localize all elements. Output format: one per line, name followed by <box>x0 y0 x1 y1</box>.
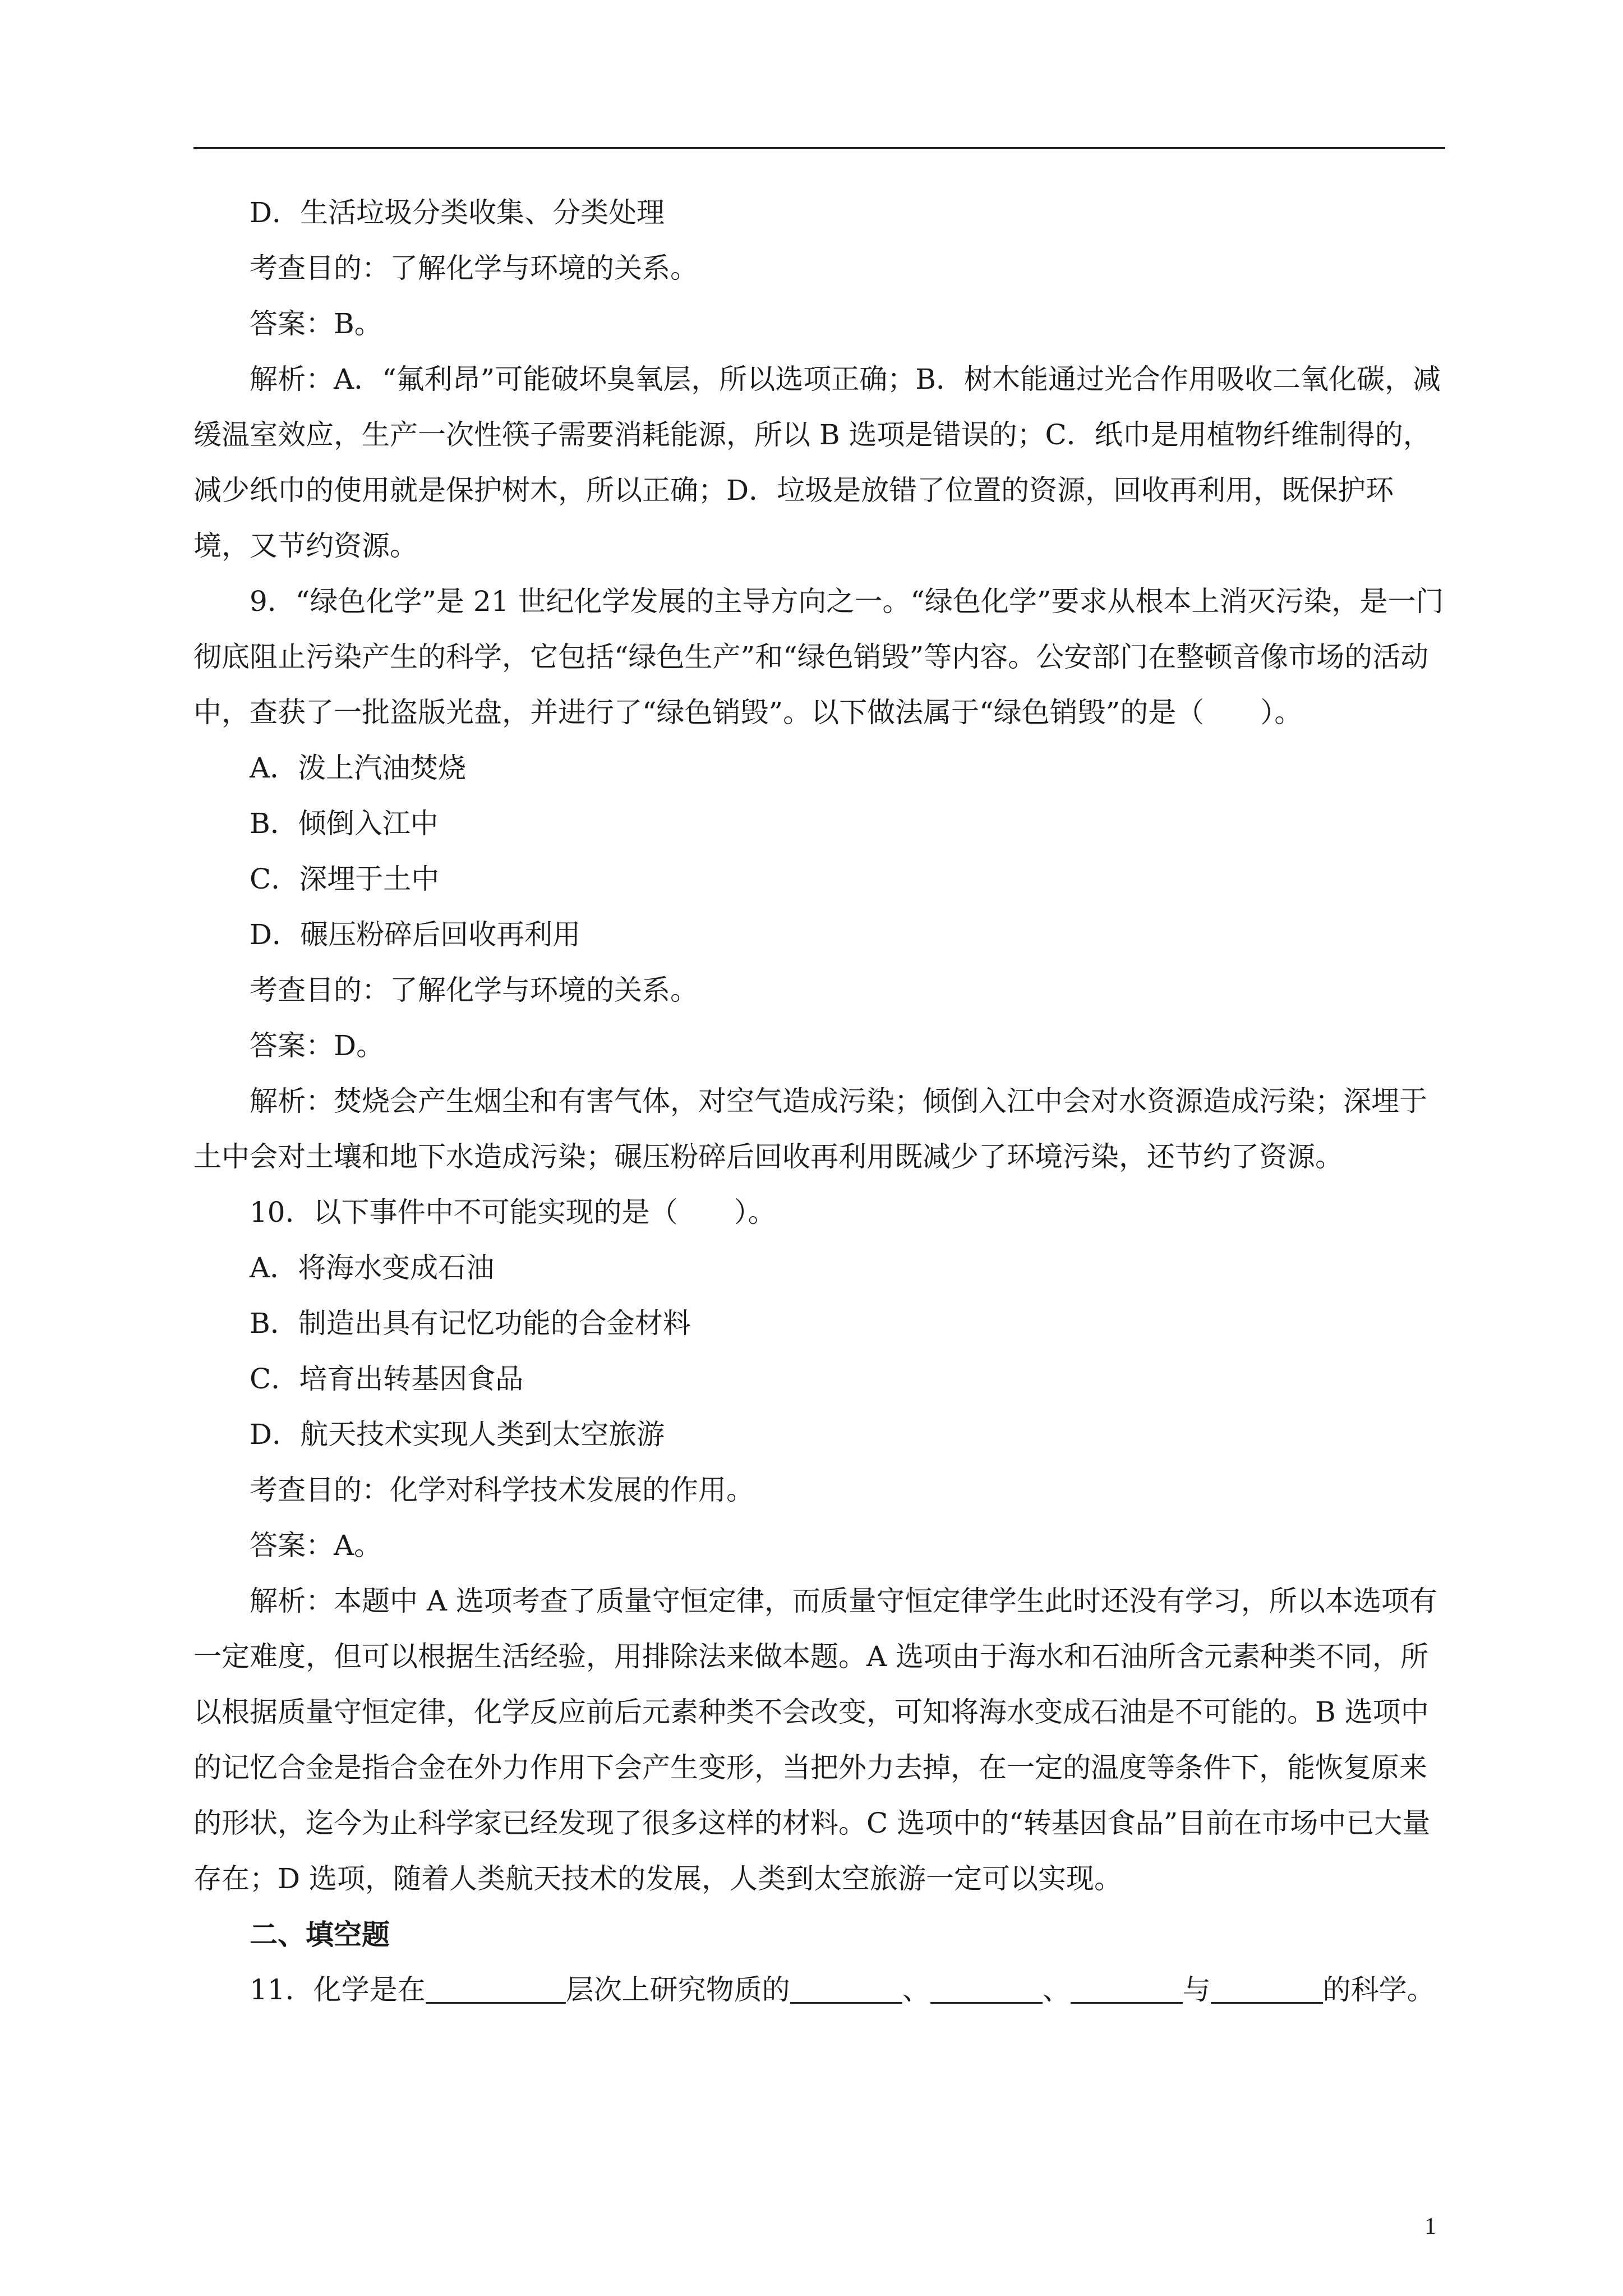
option-9-b: B．倾倒入江中 <box>250 807 439 840</box>
question-11-part-2: 与 <box>1182 1973 1211 2006</box>
blank-2[interactable] <box>790 1974 902 2004</box>
page-number: 1 <box>1424 2214 1436 2239</box>
purpose-8: 考查目的：了解化学与环境的关系。 <box>250 252 698 284</box>
analysis-8: 解析：A．“氟利昂”可能破坏臭氧层，所以选项正确；B．树木能通过光合作用吸收二氧化碳，减缓温室效应，生产一次性筷子需要消耗能源，所以 B 选项是错误的；C．纸巾是用植物纤维制得的，减少纸巾的使用就是保护树木，所以正确；D．垃圾是放错了位置的资源，回收再利用，既保护环境，又节约资源。 <box>193 363 1441 562</box>
option-10-d: D．航天技术实现人类到太空旅游 <box>250 1418 665 1451</box>
answer-8: 答案：B。 <box>250 307 382 340</box>
question-11-sep-1: 、 <box>902 1973 930 2006</box>
question-11-sep-2: 、 <box>1042 1973 1071 2006</box>
blank-4[interactable] <box>1071 1974 1183 2004</box>
option-10-b: B．制造出具有记忆功能的合金材料 <box>250 1307 691 1340</box>
option-9-c: C．深埋于土中 <box>250 863 440 895</box>
option-10-a: A．将海水变成石油 <box>250 1251 495 1284</box>
purpose-10: 考查目的：化学对科学技术发展的作用。 <box>250 1474 754 1506</box>
question-11 <box>193 1962 1445 2018</box>
purpose-9: 考查目的：了解化学与环境的关系。 <box>250 974 698 1006</box>
question-9: 9．“绿色化学”是 21 世纪化学发展的主导方向之一。“绿色化学”要求从根本上消灭污染，是一门彻底阻止污染产生的科学，它包括“绿色生产”和“绿色销毁”等内容。公安部门在整顿音像市场的活动中，查获了一批盗版光盘，并进行了“绿色销毁”。以下做法属于“绿色销毁”的是（ ）。 <box>193 585 1444 729</box>
question-11-suffix: 的科学。 <box>1322 1973 1435 2006</box>
option-9-a: A．泼上汽油焚烧 <box>250 752 467 784</box>
option-10-c: C．培育出转基因食品 <box>250 1363 524 1395</box>
answer-10: 答案：A。 <box>250 1529 382 1562</box>
question-11-part-1: 层次上研究物质的 <box>565 1973 790 2006</box>
blank-1[interactable] <box>426 1974 566 2004</box>
analysis-10: 解析：本题中 A 选项考查了质量守恒定律，而质量守恒定律学生此时还没有学习，所以本选项有一定难度，但可以根据生活经验，用排除法来做本题。A 选项由于海水和石油所含元素种类不同，所以根据质量守恒定律，化学反应前后元素种类不会改变，可知将海水变成石油是不可能的。B 选项中的记忆合金是指合金在外力作用下会产生变形，当把外力去掉，在一定的温度等条件下，能恢复原来的形状，迄今为止科学家已经发现了很多这样的材料。C 选项中的“转基因食品”目前在市场中已大量存在；D 选项，随着人类航天技术的发展，人类到太空旅游一定可以实现。 <box>193 1585 1437 1895</box>
analysis-9: 解析：焚烧会产生烟尘和有害气体，对空气造成污染；倾倒入江中会对水资源造成污染；深埋于土中会对土壤和地下水造成污染；碾压粉碎后回收再利用既减少了环境污染，还节约了资源。 <box>193 1085 1427 1173</box>
header-rule <box>193 147 1445 149</box>
blank-5[interactable] <box>1211 1974 1323 2004</box>
option-9-d-continued: D．生活垃圾分类收集、分类处理 <box>250 196 665 229</box>
section-heading: 二、填空题 <box>250 1918 390 1951</box>
question-11-prefix: 11．化学是在 <box>250 1973 426 2006</box>
question-10: 10．以下事件中不可能实现的是（ ）。 <box>250 1196 776 1228</box>
option-9-d: D．碾压粉碎后回收再利用 <box>250 918 581 951</box>
answer-9: 答案：D。 <box>250 1029 385 1062</box>
blank-3[interactable] <box>930 1974 1043 2004</box>
page-body <box>193 185 1445 2018</box>
